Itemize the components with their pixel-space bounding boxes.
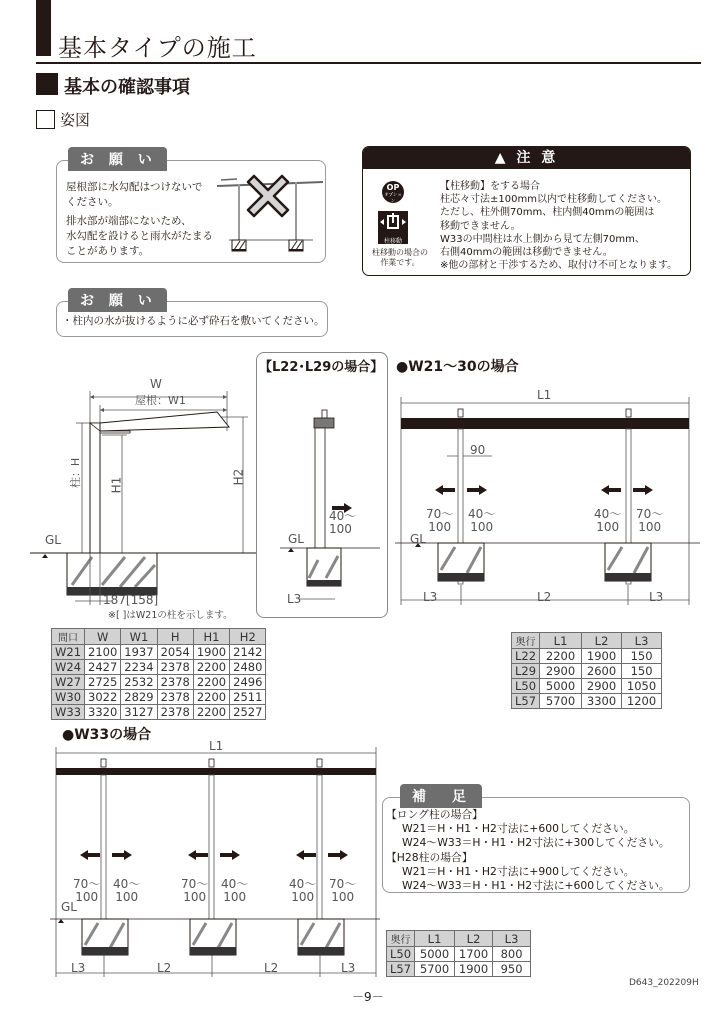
- dim-L1: L1: [209, 739, 224, 753]
- range-bottom: 100: [183, 890, 207, 904]
- request-text-gravel: ・柱内の水が抜けるように必ず砕石を敷いてください。: [62, 315, 325, 327]
- side-elevation-diagram: [30, 375, 260, 615]
- cell: 800: [493, 947, 531, 962]
- width-dimension-table: [51, 628, 266, 720]
- request-tag: お 願 い: [68, 288, 167, 312]
- caution-heading: 【柱移動】をする場合: [440, 181, 540, 192]
- post-move-arrows-icon: [378, 211, 408, 233]
- move-range-post1-right: [113, 878, 140, 904]
- dim-H1: H1: [109, 476, 124, 494]
- move-range-post2-right: [636, 508, 663, 534]
- caution-text: [440, 180, 690, 272]
- header-cell: L3: [622, 633, 662, 649]
- text-line: W33の中間柱は水上側から見て左側70mm、: [440, 233, 645, 245]
- cell: 3127: [121, 705, 157, 720]
- cell: 2378: [157, 660, 193, 675]
- row-header: W24: [52, 660, 85, 675]
- range-bottom: 100: [596, 520, 620, 534]
- text-line: W21＝H・H1・H2寸法に+600してください。: [402, 822, 635, 836]
- header-cell: L2: [582, 633, 622, 649]
- w33-title: ●W33の場合: [62, 727, 152, 743]
- range-bottom: 100: [291, 890, 315, 904]
- text-line: ただし、柱外側70mm、柱内側40mmの範囲は: [440, 207, 655, 219]
- cell: 2496: [230, 675, 266, 690]
- text-line: ください。: [66, 196, 119, 208]
- text-line: ※他の部材と干渉するため、取付け不可となります。: [440, 260, 678, 272]
- caption-line: 柱移動の場合の: [372, 248, 428, 257]
- range-bottom: 100: [75, 890, 99, 904]
- range-top: 70〜: [329, 877, 357, 891]
- post-move-caption: [364, 248, 436, 268]
- dim-L2-right: L2: [264, 961, 279, 975]
- row-header: L29: [512, 664, 540, 679]
- dim-H2: H2: [231, 468, 246, 486]
- table-row: [512, 679, 662, 694]
- cell: 2900: [540, 664, 582, 679]
- cell: 2725: [85, 675, 121, 690]
- dim-W1: 屋根：W1: [135, 394, 186, 407]
- range-top: 40〜: [594, 507, 622, 521]
- text-line: ことがあります。: [66, 245, 150, 257]
- cell: 2200: [540, 649, 582, 664]
- dim-L3-right: L3: [649, 590, 664, 604]
- option-badge-icon: [382, 181, 404, 203]
- header-cell: L2: [455, 931, 493, 947]
- l22-l29-title: 【L22･L29の場合】: [259, 360, 384, 375]
- warning-triangle-icon: ▲: [494, 150, 509, 166]
- cell: 2142: [230, 645, 266, 660]
- gl-label: GL: [45, 533, 61, 547]
- cell: 2054: [157, 645, 193, 660]
- subsection-title: 姿図: [60, 111, 91, 129]
- table-row: [387, 962, 531, 977]
- cell: 950: [493, 962, 531, 977]
- cell: 2532: [121, 675, 157, 690]
- text-line: 水勾配を設けると雨水がたまる: [66, 230, 213, 242]
- dim-L3-right: L3: [341, 961, 356, 975]
- table-row: [52, 660, 266, 675]
- header-cell: 奥行: [512, 633, 540, 649]
- move-range-post2-left: [594, 508, 621, 534]
- move-range-top: 40〜: [329, 509, 357, 523]
- text-line: 柱芯々寸法±100mm以内で柱移動してください。: [440, 194, 667, 206]
- table-row: [52, 645, 266, 660]
- w33-depth-table: [386, 930, 531, 977]
- row-header: L50: [512, 679, 540, 694]
- table-row: [387, 947, 531, 962]
- range-top: 70〜: [636, 507, 664, 521]
- header-cell: H: [157, 629, 193, 645]
- dim-L2: L2: [537, 590, 552, 604]
- table-row: [512, 649, 662, 664]
- cell: 2829: [121, 690, 157, 705]
- range-top: 70〜: [181, 877, 209, 891]
- text-line: 移動できません。: [440, 220, 521, 232]
- cell: 2480: [230, 660, 266, 675]
- cell: 1900: [455, 962, 493, 977]
- range-bottom: 100: [428, 520, 452, 534]
- table-header-row: [387, 931, 531, 947]
- move-range-post1-left: [73, 878, 100, 904]
- row-header: W30: [52, 690, 85, 705]
- text-line: 【H28柱の場合】: [386, 850, 473, 864]
- dim-L3-left: L3: [423, 590, 438, 604]
- cell: 5000: [415, 947, 455, 962]
- w33-front-diagram: [50, 745, 380, 985]
- document-code: D643_202209H: [629, 978, 699, 988]
- w21-30-front-diagram: [395, 385, 700, 610]
- table-row: [512, 664, 662, 679]
- cell: 2378: [157, 675, 193, 690]
- cell: 5700: [540, 694, 582, 709]
- cell: 1900: [193, 645, 229, 660]
- range-bottom: 100: [638, 520, 662, 534]
- text-line: 【ロング柱の場合】: [386, 808, 483, 821]
- row-header: W21: [52, 645, 85, 660]
- request-tag: お 願 い: [68, 147, 167, 171]
- cell: 5700: [415, 962, 455, 977]
- range-bottom: 100: [223, 890, 247, 904]
- dim-L1: L1: [537, 388, 552, 402]
- range-bottom: 100: [115, 890, 139, 904]
- caution-header: [363, 147, 690, 169]
- range-top: 70〜: [426, 507, 454, 521]
- header-cell: L1: [540, 633, 582, 649]
- supplement-tag: 補 足: [400, 784, 482, 808]
- header-cell: 間口: [52, 629, 85, 645]
- cell: 3320: [85, 705, 121, 720]
- title-divider: [36, 62, 701, 64]
- cell: 2527: [230, 705, 266, 720]
- move-range-post1-right: [468, 508, 495, 534]
- cell: 2511: [230, 690, 266, 705]
- move-range-post1-left: [426, 508, 453, 534]
- cell: 2234: [121, 660, 157, 675]
- section-title: 基本の確認事項: [64, 77, 190, 98]
- table-row: [52, 675, 266, 690]
- text-line: W24〜W33＝H・H1・H2寸法に+300してください。: [402, 836, 670, 850]
- header-cell: W: [85, 629, 121, 645]
- row-header: L57: [387, 962, 415, 977]
- cell: 2100: [85, 645, 121, 660]
- post-move-label: 柱移動: [383, 238, 402, 245]
- header-cell: L3: [493, 931, 531, 947]
- dim-L3: L3: [287, 592, 302, 606]
- header-cell: W1: [121, 629, 157, 645]
- dim-post-width: 90: [470, 443, 486, 457]
- gl-label: GL: [288, 532, 304, 546]
- dim-W: W: [150, 377, 162, 391]
- dim-H: 柱：H: [69, 457, 83, 489]
- cell: 1700: [455, 947, 493, 962]
- text-line: W24〜W33＝H・H1・H2寸法に+600してください。: [402, 879, 670, 893]
- cell: 1900: [582, 649, 622, 664]
- text-line: W21＝H・H1・H2寸法に+900してください。: [402, 864, 635, 878]
- cell: 3300: [582, 694, 622, 709]
- row-header: L50: [387, 947, 415, 962]
- table-header-row: [52, 629, 266, 645]
- post-move-icon: [378, 211, 408, 244]
- subsection-checkbox-icon: [36, 110, 55, 129]
- title-accent-bar: [36, 0, 51, 56]
- cell: 2200: [193, 690, 229, 705]
- option-badge-sublabel: オプション: [384, 193, 402, 204]
- row-header: L57: [512, 694, 540, 709]
- cell: 2200: [193, 675, 229, 690]
- move-range-post3-right: [329, 878, 356, 904]
- dim-L3-left: L3: [71, 961, 86, 975]
- depth-dimension-table: [511, 632, 662, 709]
- page-title: 基本タイプの施工: [58, 34, 257, 62]
- section-marker-icon: [36, 73, 58, 95]
- cell: 5000: [540, 679, 582, 694]
- dim-L2-left: L2: [157, 961, 172, 975]
- cell: 2378: [157, 690, 193, 705]
- table-header-row: [512, 633, 662, 649]
- request-text-slope: [66, 180, 226, 259]
- caption-line: 作業です。: [380, 258, 420, 267]
- caution-title: 注 意: [516, 150, 559, 166]
- table-row: [52, 705, 266, 720]
- cell: 2427: [85, 660, 121, 675]
- move-range-post3-left: [289, 878, 316, 904]
- row-header: W33: [52, 705, 85, 720]
- range-top: 40〜: [221, 877, 249, 891]
- table-row: [512, 694, 662, 709]
- cell: 2900: [582, 679, 622, 694]
- move-range-post2-left: [181, 878, 208, 904]
- cell: 1937: [121, 645, 157, 660]
- range-bottom: 100: [331, 890, 355, 904]
- range-top: 40〜: [468, 507, 496, 521]
- gl-label: GL: [410, 532, 426, 546]
- row-header: L22: [512, 649, 540, 664]
- header-cell: H2: [230, 629, 266, 645]
- w21-30-title: ●W21〜30の場合: [396, 359, 519, 375]
- cell: 1200: [622, 694, 662, 709]
- slope-prohibited-cross-icon: [215, 170, 325, 255]
- text-line: 右側40mmの範囲は移動できません。: [440, 247, 613, 259]
- cell: 2200: [193, 660, 229, 675]
- cell: 2600: [582, 664, 622, 679]
- cell: 150: [622, 664, 662, 679]
- table-row: [52, 690, 266, 705]
- option-badge-label: OP: [386, 183, 400, 192]
- cell: 1050: [622, 679, 662, 694]
- gl-label: GL: [61, 900, 77, 914]
- header-cell: 奥行: [387, 931, 415, 947]
- header-cell: L1: [415, 931, 455, 947]
- header-cell: H1: [193, 629, 229, 645]
- cell: 2200: [193, 705, 229, 720]
- cell: 150: [622, 649, 662, 664]
- text-line: 屋根部に水勾配はつけないで: [66, 181, 203, 193]
- range-top: 40〜: [289, 877, 317, 891]
- cell: 2378: [157, 705, 193, 720]
- move-range-post2-right: [221, 878, 248, 904]
- range-top: 40〜: [113, 877, 141, 891]
- range-bottom: 100: [470, 520, 494, 534]
- text-line: 排水部が端部にないため、: [66, 215, 192, 227]
- page-number: －9－: [352, 990, 384, 1004]
- cell: 3022: [85, 690, 121, 705]
- row-header: W27: [52, 675, 85, 690]
- dim-post-offset: 187[158]: [103, 593, 159, 607]
- side-view-footnote: ※[ ]はW21の柱を示します。: [108, 610, 233, 621]
- move-range-bottom: 100: [329, 522, 352, 536]
- l22-l29-diagram: [280, 400, 380, 610]
- range-top: 70〜: [73, 877, 101, 891]
- move-range-right: [329, 510, 356, 536]
- supplement-text: [386, 808, 690, 893]
